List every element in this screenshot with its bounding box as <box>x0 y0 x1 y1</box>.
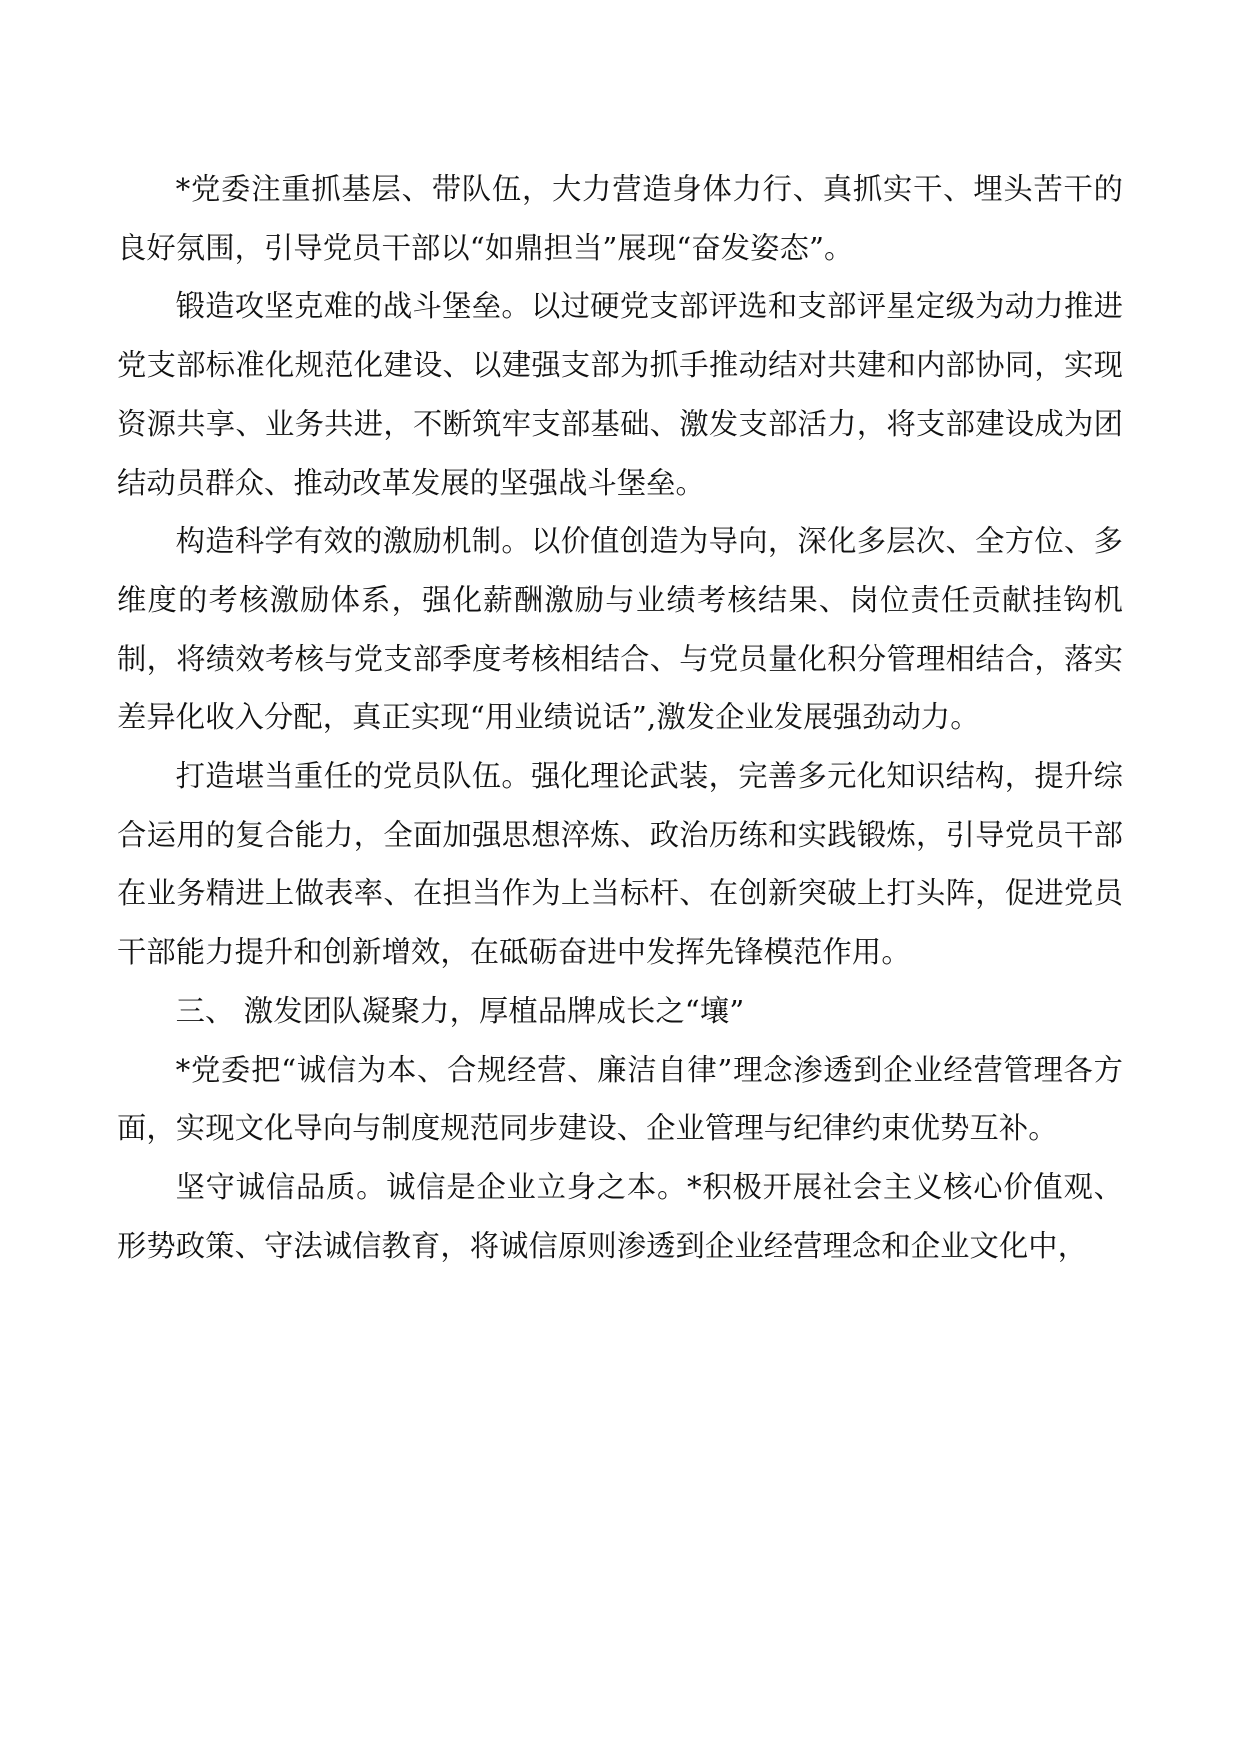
paragraph-fortress: 锻造攻坚克难的战斗堡垒。以过硬党支部评选和支部评星定级为动力推进党支部标准化规范化建设、以建强支部为抓手推动结对共建和内部协同，实现资源共享、业务共进，不断筑牢支部基础、激发支部活力，将支部建设成为团结动员群众、推动改革发展的坚强战斗堡垒。 <box>117 289 1123 500</box>
paragraph-incentive-mechanism: 构造科学有效的激励机制。以价值创造为导向，深化多层次、全方位、多维度的考核激励体系，强化薪酬激励与业绩考核结果、岗位责任贡献挂钩机制，将绩效考核与党支部季度考核相结合、与党员量化积分管理相结合，落实差异化收入分配，真正实现“用业绩说话”,激发企业发展强劲动力。 <box>117 524 1123 735</box>
paragraph-integrity-quality: 坚守诚信品质。诚信是企业立身之本。*积极开展社会主义核心价值观、形势政策、守法诚信教育，将诚信原则渗透到企业经营理念和企业文化中， <box>117 1169 1123 1263</box>
section-heading-three: 三、 激发团队凝聚力，厚植品牌成长之“壤” <box>175 993 745 1028</box>
paragraph-party-member-team: 打造堪当重任的党员队伍。强化理论武装，完善多元化知识结构，提升综合运用的复合能力，全面加强思想淬炼、政治历练和实践锻炼，引导党员干部在业务精进上做表率、在担当作为上当标杆、在创新突破上打头阵，促进党员干部能力提升和创新增效，在砥砺奋进中发挥先锋模范作用。 <box>117 759 1123 970</box>
paragraph-party-committee-grassroots: *党委注重抓基层、带队伍，大力营造身体力行、真抓实干、埋头苦干的良好氛围，引导党员干部以“如鼎担当”展现“奋发姿态”。 <box>117 172 1123 265</box>
paragraph-integrity-concept: *党委把“诚信为本、合规经营、廉洁自律”理念渗透到企业经营管理各方面，实现文化导向与制度规范同步建设、企业管理与纪律约束优势互补。 <box>117 1052 1123 1146</box>
document-page <box>117 160 1123 1275</box>
